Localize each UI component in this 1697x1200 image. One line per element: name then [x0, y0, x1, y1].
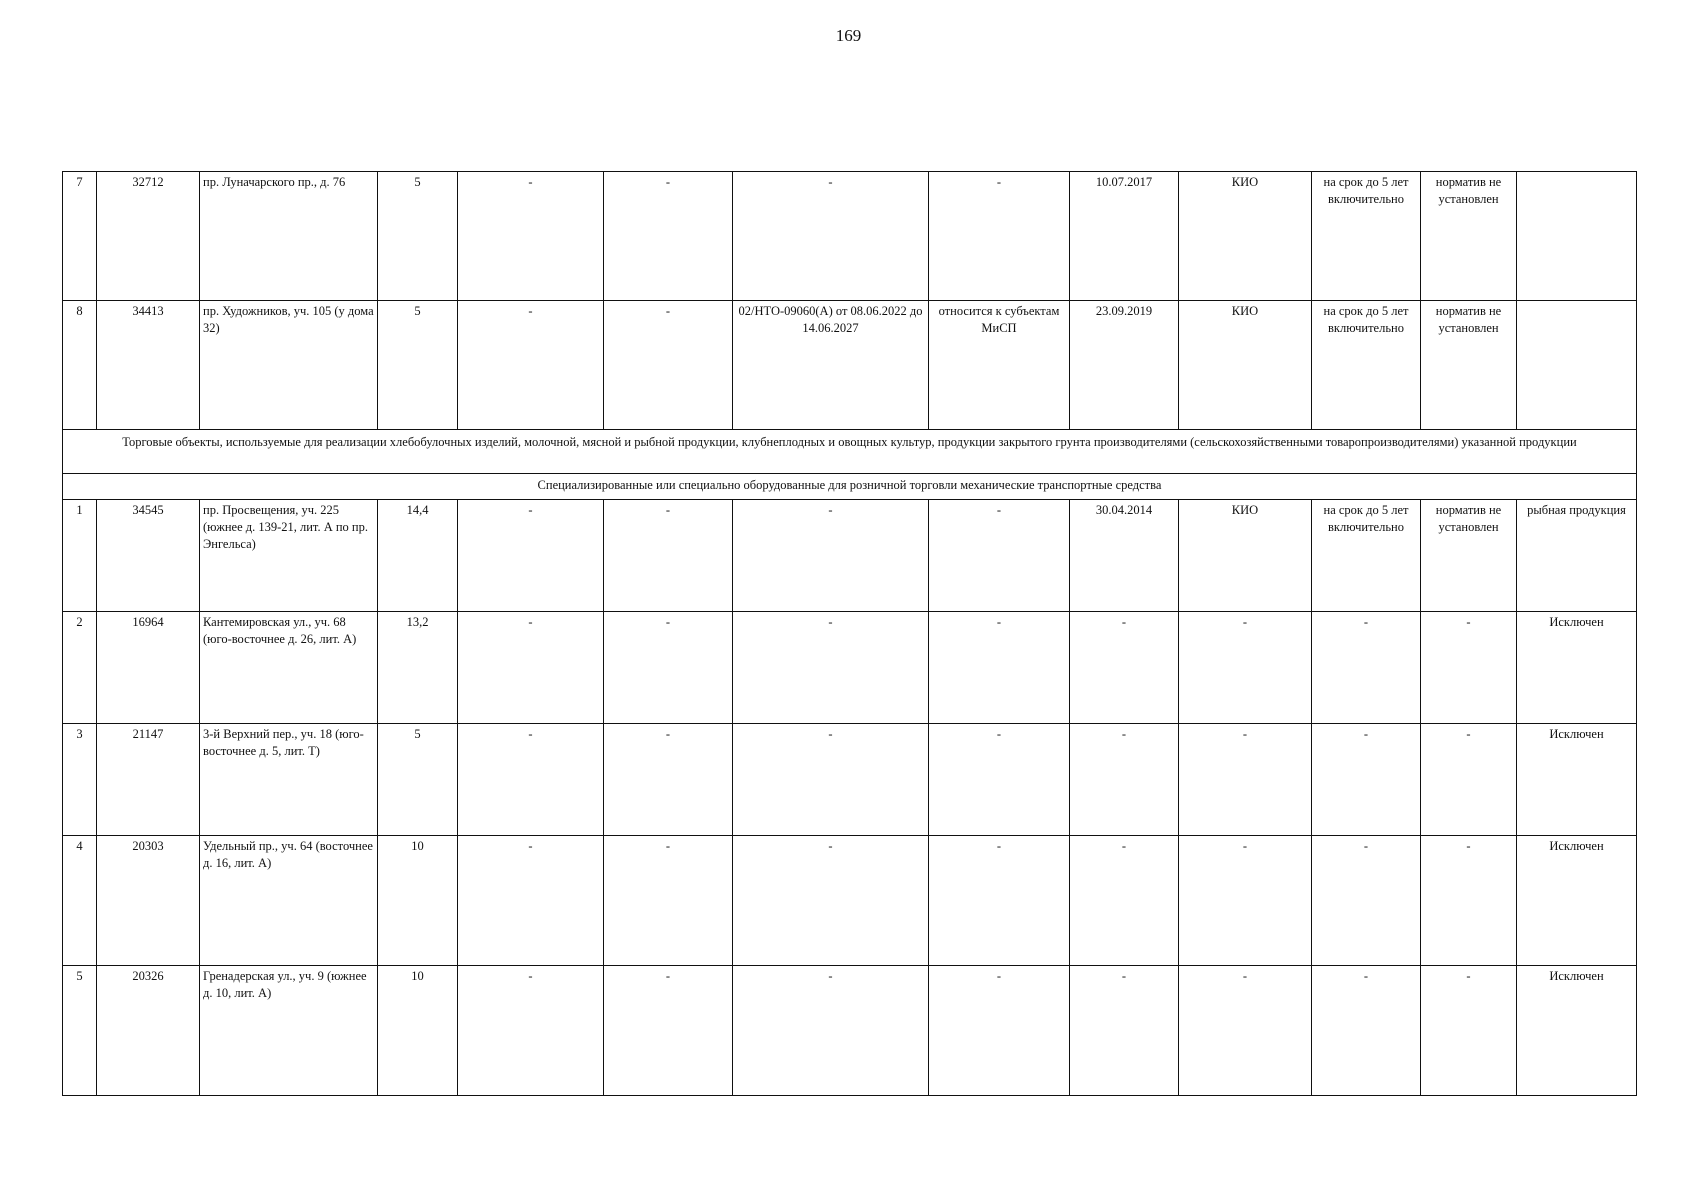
cell-date: -	[1070, 612, 1179, 724]
cell-address: 3-й Верхний пер., уч. 18 (юго-восточнее д. 5, лит. Т)	[200, 724, 378, 836]
cell-contract: -	[733, 612, 929, 724]
cell-date: 10.07.2017	[1070, 172, 1179, 301]
cell-object-id: 34545	[97, 500, 200, 612]
cell-object-id: 20326	[97, 966, 200, 1096]
cell-msp: -	[929, 724, 1070, 836]
cell-col6: -	[604, 612, 733, 724]
cell-msp: относится к субъектам МиСП	[929, 301, 1070, 430]
cell-col5: -	[458, 966, 604, 1096]
cell-address: пр. Луначарского пр., д. 76	[200, 172, 378, 301]
cell-date: 30.04.2014	[1070, 500, 1179, 612]
cell-col6: -	[604, 966, 733, 1096]
table-row	[63, 612, 1637, 724]
section-title: Торговые объекты, используемые для реализации хлебобулочных изделий, молочной, мясной и рыбной продукции, клубнеплодных и овощных культур, продукции закрытого грунта производителями (сельскохозяйственными товаропроизводителями) указанной продукции	[63, 430, 1637, 474]
cell-organization: -	[1179, 612, 1312, 724]
cell-term: -	[1312, 612, 1421, 724]
cell-organization: -	[1179, 724, 1312, 836]
cell-address: Удельный пр., уч. 64 (восточнее д. 16, лит. А)	[200, 836, 378, 966]
cell-col5: -	[458, 612, 604, 724]
cell-col5: -	[458, 172, 604, 301]
cell-object-id: 16964	[97, 612, 200, 724]
cell-col6: -	[604, 836, 733, 966]
cell-term: -	[1312, 836, 1421, 966]
cell-msp: -	[929, 612, 1070, 724]
cell-address: Кантемировская ул., уч. 68 (юго-восточнее д. 26, лит. А)	[200, 612, 378, 724]
cell-term: -	[1312, 966, 1421, 1096]
cell-address: Гренадерская ул., уч. 9 (южнее д. 10, лит. А)	[200, 966, 378, 1096]
cell-address: пр. Просвещения, уч. 225 (южнее д. 139-21, лит. А по пр. Энгельса)	[200, 500, 378, 612]
cell-col5: -	[458, 836, 604, 966]
cell-note	[1517, 172, 1637, 301]
cell-msp: -	[929, 500, 1070, 612]
cell-contract: -	[733, 966, 929, 1096]
cell-area: 14,4	[378, 500, 458, 612]
cell-note: Исключен	[1517, 966, 1637, 1096]
cell-organization: КИО	[1179, 500, 1312, 612]
cell-msp: -	[929, 836, 1070, 966]
page-number: 169	[835, 26, 862, 45]
cell-number: 7	[63, 172, 97, 301]
cell-note: Исключен	[1517, 724, 1637, 836]
table-row	[63, 172, 1637, 301]
cell-date: -	[1070, 836, 1179, 966]
cell-object-id: 34413	[97, 301, 200, 430]
cell-norm: норматив не установлен	[1421, 500, 1517, 612]
cell-contract: -	[733, 836, 929, 966]
cell-organization: -	[1179, 836, 1312, 966]
cell-term: на срок до 5 лет включительно	[1312, 172, 1421, 301]
cell-contract: 02/НТО-09060(А) от 08.06.2022 до 14.06.2027	[733, 301, 929, 430]
cell-contract: -	[733, 500, 929, 612]
cell-note: Исключен	[1517, 612, 1637, 724]
cell-term: -	[1312, 724, 1421, 836]
cell-number: 3	[63, 724, 97, 836]
cell-note	[1517, 301, 1637, 430]
cell-contract: -	[733, 172, 929, 301]
cell-col6: -	[604, 301, 733, 430]
cell-area: 5	[378, 172, 458, 301]
cell-area: 10	[378, 966, 458, 1096]
subsection-header-row	[63, 474, 1637, 500]
cell-norm: норматив не установлен	[1421, 172, 1517, 301]
cell-term: на срок до 5 лет включительно	[1312, 500, 1421, 612]
cell-norm: норматив не установлен	[1421, 301, 1517, 430]
cell-norm: -	[1421, 724, 1517, 836]
cell-number: 5	[63, 966, 97, 1096]
cell-number: 1	[63, 500, 97, 612]
cell-area: 5	[378, 301, 458, 430]
cell-area: 13,2	[378, 612, 458, 724]
cell-area: 10	[378, 836, 458, 966]
table-row	[63, 836, 1637, 966]
cell-number: 4	[63, 836, 97, 966]
cell-object-id: 20303	[97, 836, 200, 966]
cell-organization: -	[1179, 966, 1312, 1096]
cell-col5: -	[458, 500, 604, 612]
cell-object-id: 21147	[97, 724, 200, 836]
cell-date: -	[1070, 966, 1179, 1096]
cell-col5: -	[458, 724, 604, 836]
subsection-title: Специализированные или специально оборудованные для розничной торговли механические транспортные средства	[63, 474, 1637, 500]
cell-note: рыбная продукция	[1517, 500, 1637, 612]
cell-organization: КИО	[1179, 301, 1312, 430]
cell-term: на срок до 5 лет включительно	[1312, 301, 1421, 430]
cell-msp: -	[929, 966, 1070, 1096]
cell-norm: -	[1421, 966, 1517, 1096]
table-row	[63, 966, 1637, 1096]
cell-col6: -	[604, 724, 733, 836]
cell-norm: -	[1421, 836, 1517, 966]
cell-note: Исключен	[1517, 836, 1637, 966]
table-row	[63, 301, 1637, 430]
objects-table	[62, 171, 1637, 1096]
table-row	[63, 724, 1637, 836]
cell-col6: -	[604, 500, 733, 612]
cell-norm: -	[1421, 612, 1517, 724]
cell-object-id: 32712	[97, 172, 200, 301]
cell-contract: -	[733, 724, 929, 836]
cell-address: пр. Художников, уч. 105 (у дома 32)	[200, 301, 378, 430]
cell-date: 23.09.2019	[1070, 301, 1179, 430]
cell-col6: -	[604, 172, 733, 301]
cell-number: 2	[63, 612, 97, 724]
cell-number: 8	[63, 301, 97, 430]
cell-date: -	[1070, 724, 1179, 836]
cell-organization: КИО	[1179, 172, 1312, 301]
cell-col5: -	[458, 301, 604, 430]
cell-msp: -	[929, 172, 1070, 301]
section-header-row	[63, 430, 1637, 474]
table-row	[63, 500, 1637, 612]
cell-area: 5	[378, 724, 458, 836]
